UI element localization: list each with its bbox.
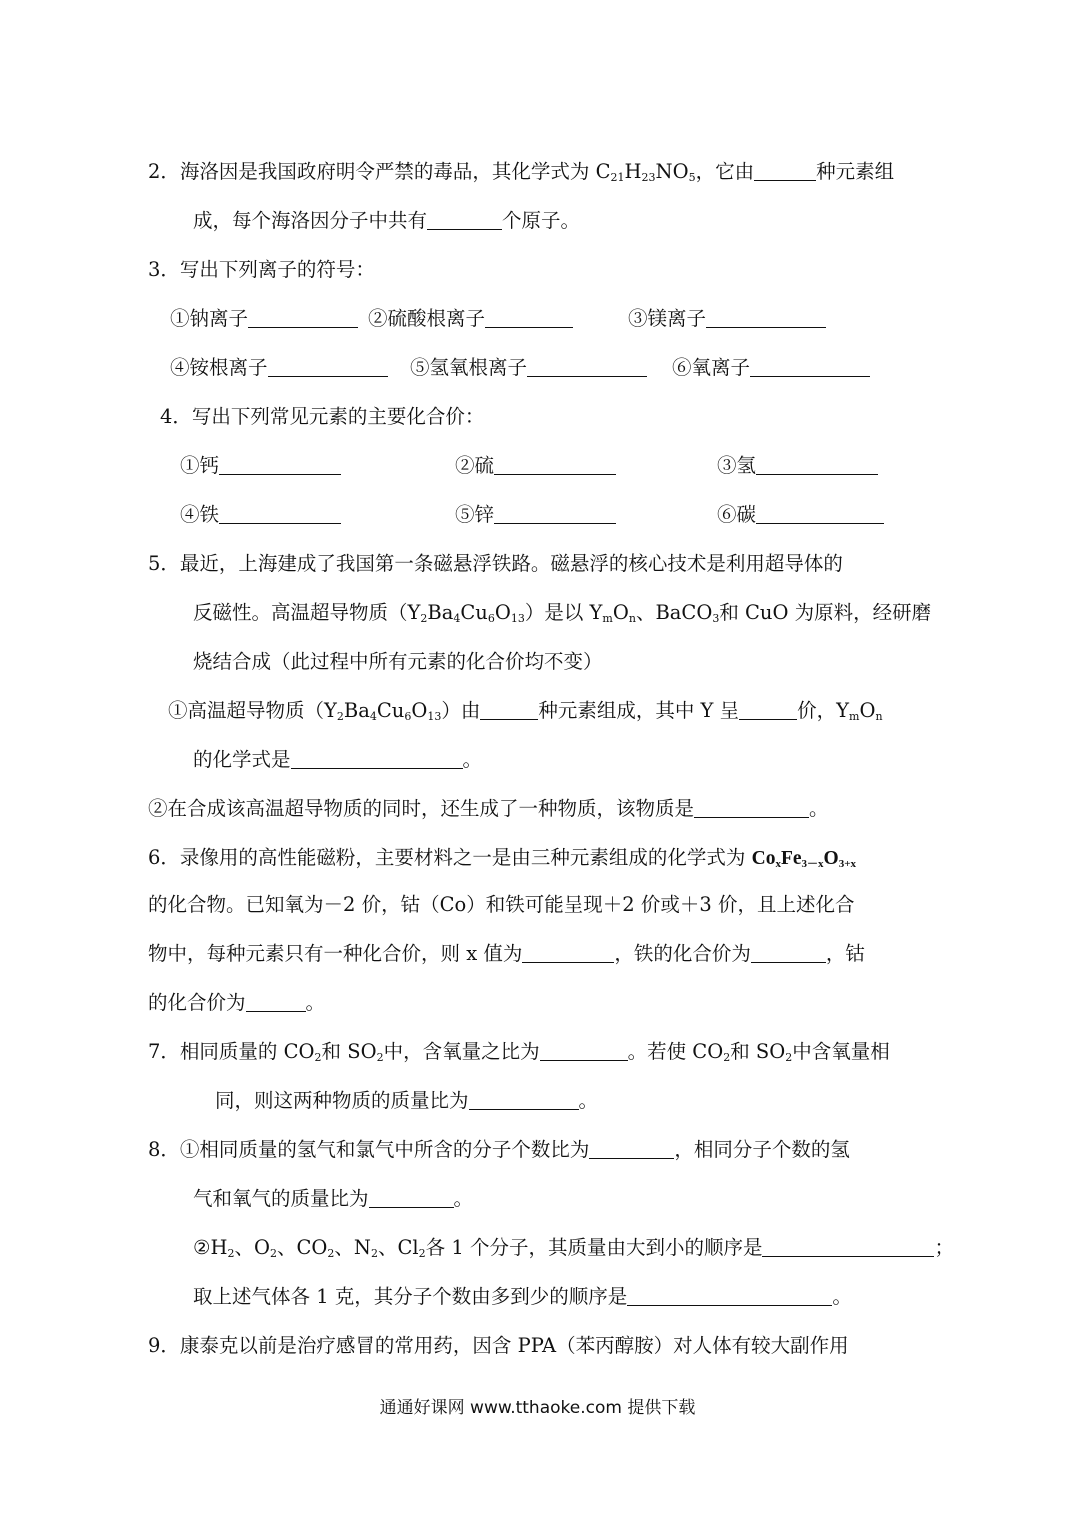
q5-line5: 的化学式是 。 (193, 748, 483, 771)
answer-blank[interactable] (627, 1287, 832, 1306)
q4-item: ⑥碳 (717, 505, 884, 525)
answer-blank[interactable] (694, 799, 809, 818)
q4-item: ④铁 (180, 505, 341, 525)
q4-item: ①钙 (180, 456, 341, 476)
answer-blank[interactable] (248, 309, 358, 328)
answer-blank[interactable] (291, 750, 463, 769)
q5-line3: 烧结合成（此过程中所有元素的化合价均不变） (193, 650, 603, 673)
q3-item: ⑤氢氧根离子 (410, 358, 647, 378)
answer-blank[interactable] (246, 993, 306, 1012)
q8-line3: $②H_2$、$O_2$、$CO_2$、$N_2$、$Cl_2$各 1 个分子，其质量由大到小的顺序是 ； (193, 1236, 954, 1260)
answer-blank[interactable] (762, 1238, 934, 1257)
q3-item: ⑥氧离子 (672, 358, 870, 378)
answer-blank[interactable] (589, 1140, 674, 1159)
q7-line2: 同，则这两种物质的质量比为 。 (215, 1089, 599, 1112)
q4-item: ③氢 (717, 456, 878, 476)
answer-blank[interactable] (756, 456, 878, 475)
q4-item: ②硫 (455, 456, 616, 476)
q8-line2: 气和氧气的质量比为 。 (193, 1187, 474, 1210)
q3-item: ④铵根离子 (170, 358, 388, 378)
answer-blank[interactable] (469, 1091, 579, 1110)
q5-line2: 反磁性。高温超导物质$(Y_2Ba_4Cu_6O_{13})$是以 $Y_mO_n$、BaCO$_3$和 CuO 为原料，经研磨 (193, 601, 932, 625)
q6-line2: 的化合物。已知氧为－2 价，钴（Co）和铁可能呈现＋2 价或＋3 价，且上述化合 (148, 893, 855, 916)
answer-blank[interactable] (427, 211, 502, 230)
q3-item: ③镁离子 (628, 309, 826, 329)
q9-line1: 9．康泰克以前是治疗感冒的常用药，因含 PPA（苯丙醇胺）对人体有较大副作用 (148, 1334, 849, 1357)
page-footer: 通通好课网 www.tthaoke.com 提供下载 (379, 1398, 696, 1418)
q3-title: 3．写出下列离子的符号： (148, 258, 375, 281)
answer-blank[interactable] (494, 505, 616, 524)
q6-line4: 的化合价为 。 (148, 991, 326, 1014)
answer-blank[interactable] (494, 456, 616, 475)
answer-blank[interactable] (219, 456, 341, 475)
q5-line6: ②在合成该高温超导物质的同时，还生成了一种物质，该物质是 。 (148, 797, 829, 820)
q4-title: 4．写出下列常见元素的主要化合价： (160, 405, 485, 428)
answer-blank[interactable] (219, 505, 341, 524)
answer-blank[interactable] (754, 162, 816, 181)
answer-blank[interactable] (739, 701, 797, 720)
q5-line1: 5．最近，上海建成了我国第一条磁悬浮铁路。磁悬浮的核心技术是利用超导体的 (148, 552, 843, 575)
answer-blank[interactable] (751, 944, 826, 963)
answer-blank[interactable] (369, 1189, 454, 1208)
q8-line1: 8．①相同质量的氢气和氯气中所含的分子个数比为 ，相同分子个数的氢 (148, 1138, 850, 1161)
answer-blank[interactable] (485, 309, 573, 328)
answer-blank[interactable] (527, 358, 647, 377)
q6-line1: 6．录像用的高性能磁粉，主要材料之一是由三种元素组成的化学式为 $Co_xFe_{3-x}O_{3+x}$ (148, 846, 856, 870)
q7-line1: 7．相同质量的 $CO_2$和 $SO_2$中，含氧量之比为 。若使 $CO_2$和 $SO_2$中含氧量相 (148, 1040, 890, 1064)
q3-item: ①钠离子 (170, 309, 358, 329)
q3-item: ②硫酸根离子 (368, 309, 573, 329)
answer-blank[interactable] (706, 309, 826, 328)
answer-blank[interactable] (480, 701, 538, 720)
q2-line2: 成，每个海洛因分子中共有 个原子。 (193, 209, 581, 232)
answer-blank[interactable] (522, 944, 614, 963)
q8-line4: 取上述气体各 1 克，其分子个数由多到少的顺序是 。 (193, 1285, 852, 1308)
answer-blank[interactable] (268, 358, 388, 377)
q4-item: ⑤锌 (455, 505, 616, 525)
answer-blank[interactable] (750, 358, 870, 377)
q5-line4: ①高温超导物质$(Y_2Ba_4Cu_6O_{13})$由 种元素组成，其中 Y 呈 价，$Y_mO_n$ (168, 699, 883, 723)
answer-blank[interactable] (540, 1042, 628, 1061)
answer-blank[interactable] (756, 505, 884, 524)
q2-line1: 2．海洛因是我国政府明令严禁的毒品，其化学式为 $C_{21}H_{23}NO_5$，它由 种元素组 (148, 160, 895, 184)
q6-line3: 物中，每种元素只有一种化合价，则 x 值为 ，铁的化合价为 ，钴 (148, 942, 865, 965)
